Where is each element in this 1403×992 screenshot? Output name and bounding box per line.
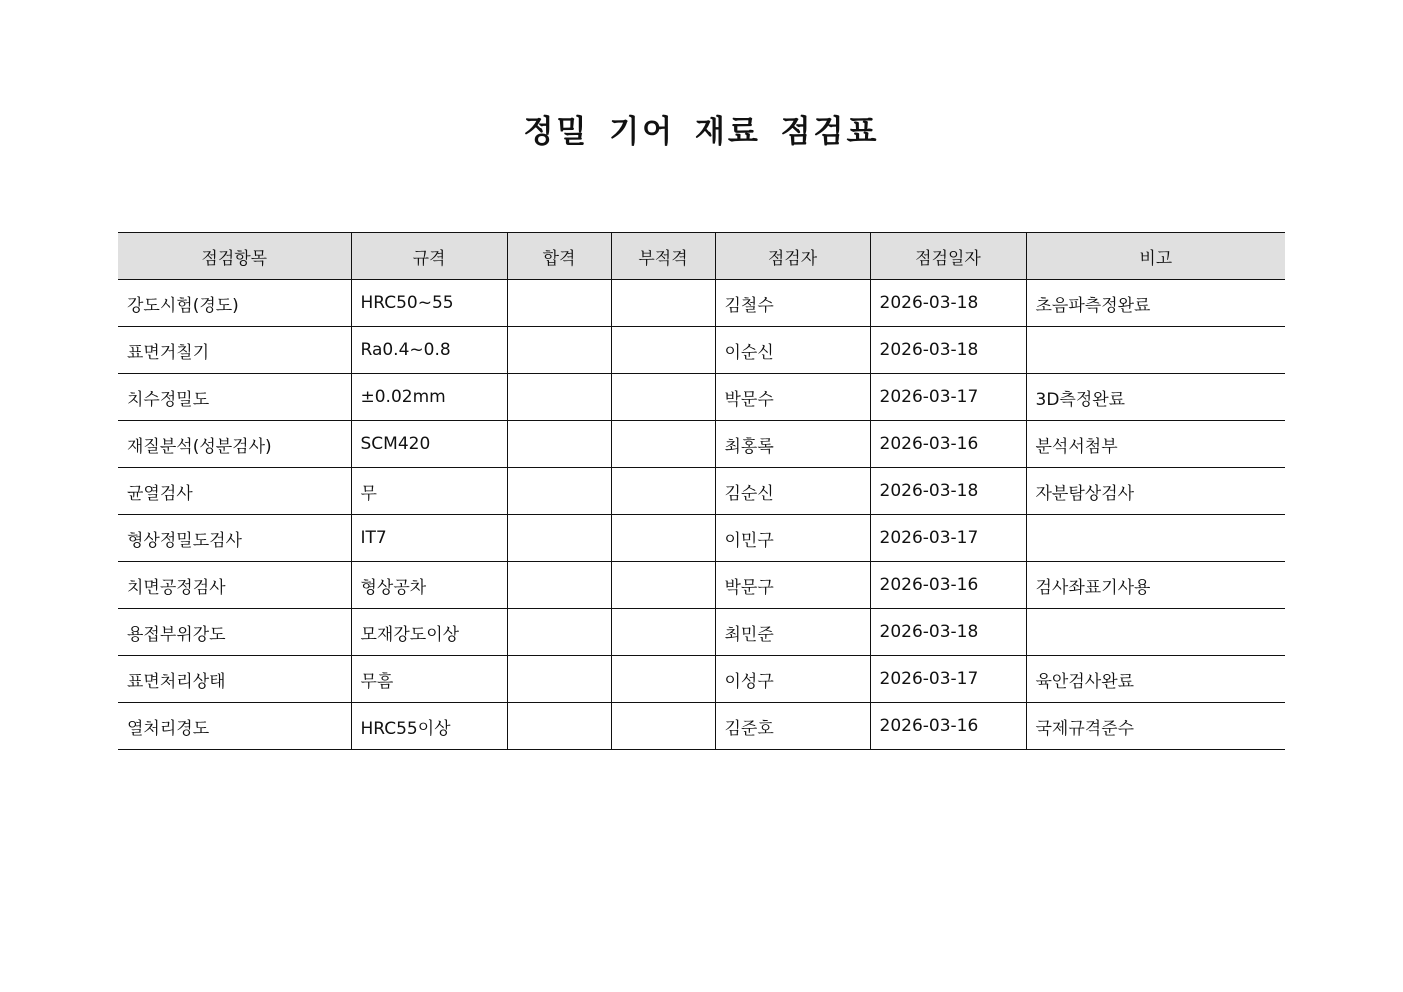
date-cell: 2026-03-18 — [870, 280, 1026, 327]
spec-cell: 모재강도이상 — [351, 609, 507, 656]
date-cell: 2026-03-17 — [870, 656, 1026, 703]
header-cell-inspector: 점검자 — [715, 233, 870, 280]
inspector-cell: 김순신 — [715, 468, 870, 515]
spec-cell: 무 — [351, 468, 507, 515]
table-row — [118, 327, 1285, 374]
remarks-cell: 육안검사완료 — [1026, 656, 1285, 703]
header-cell-remarks: 비고 — [1026, 233, 1285, 280]
inspector-cell: 이성구 — [715, 656, 870, 703]
table-row — [118, 468, 1285, 515]
date-cell: 2026-03-17 — [870, 515, 1026, 562]
pass-cell[interactable] — [507, 656, 611, 703]
item-cell: 용접부위강도 — [118, 609, 351, 656]
table-row — [118, 280, 1285, 327]
spec-cell: HRC50~55 — [351, 280, 507, 327]
fail-cell[interactable] — [611, 562, 715, 609]
header-cell-spec: 규격 — [351, 233, 507, 280]
item-cell: 치수정밀도 — [118, 374, 351, 421]
item-cell: 강도시험(경도) — [118, 280, 351, 327]
remarks-cell: 초음파측정완료 — [1026, 280, 1285, 327]
fail-cell[interactable] — [611, 609, 715, 656]
pass-cell[interactable] — [507, 703, 611, 750]
page-title: 정밀 기어 재료 점검표 — [523, 114, 880, 150]
spec-cell: ±0.02mm — [351, 374, 507, 421]
table-header-row — [118, 233, 1285, 280]
spec-cell: HRC55이상 — [351, 703, 507, 750]
table-row — [118, 703, 1285, 750]
table-body — [118, 280, 1285, 750]
pass-cell[interactable] — [507, 280, 611, 327]
inspector-cell: 최민준 — [715, 609, 870, 656]
inspector-cell: 이순신 — [715, 327, 870, 374]
table-row — [118, 656, 1285, 703]
table-row — [118, 515, 1285, 562]
header-cell-pass: 합격 — [507, 233, 611, 280]
spec-cell: Ra0.4~0.8 — [351, 327, 507, 374]
item-cell: 형상정밀도검사 — [118, 515, 351, 562]
remarks-cell: 검사좌표기사용 — [1026, 562, 1285, 609]
table-row — [118, 562, 1285, 609]
remarks-cell: 자분탐상검사 — [1026, 468, 1285, 515]
date-cell: 2026-03-16 — [870, 703, 1026, 750]
header-cell-fail: 부적격 — [611, 233, 715, 280]
pass-cell[interactable] — [507, 609, 611, 656]
item-cell: 치면공정검사 — [118, 562, 351, 609]
item-cell: 재질분석(성분검사) — [118, 421, 351, 468]
fail-cell[interactable] — [611, 280, 715, 327]
item-cell: 균열검사 — [118, 468, 351, 515]
spec-cell: 무흠 — [351, 656, 507, 703]
inspector-cell: 박문수 — [715, 374, 870, 421]
item-cell: 표면처리상태 — [118, 656, 351, 703]
pass-cell[interactable] — [507, 421, 611, 468]
date-cell: 2026-03-18 — [870, 468, 1026, 515]
pass-cell[interactable] — [507, 515, 611, 562]
fail-cell[interactable] — [611, 374, 715, 421]
inspector-cell: 이민구 — [715, 515, 870, 562]
remarks-cell: 3D측정완료 — [1026, 374, 1285, 421]
remarks-cell: 분석서첨부 — [1026, 421, 1285, 468]
table-row — [118, 609, 1285, 656]
pass-cell[interactable] — [507, 562, 611, 609]
fail-cell[interactable] — [611, 421, 715, 468]
date-cell: 2026-03-18 — [870, 609, 1026, 656]
table-row — [118, 421, 1285, 468]
date-cell: 2026-03-16 — [870, 562, 1026, 609]
fail-cell[interactable] — [611, 515, 715, 562]
spec-cell: IT7 — [351, 515, 507, 562]
pass-cell[interactable] — [507, 327, 611, 374]
header-cell-date: 점검일자 — [870, 233, 1026, 280]
remarks-cell: 국제규격준수 — [1026, 703, 1285, 750]
fail-cell[interactable] — [611, 468, 715, 515]
date-cell: 2026-03-18 — [870, 327, 1026, 374]
inspector-cell: 최홍록 — [715, 421, 870, 468]
date-cell: 2026-03-17 — [870, 374, 1026, 421]
inspector-cell: 박문구 — [715, 562, 870, 609]
fail-cell[interactable] — [611, 703, 715, 750]
inspector-cell: 김준호 — [715, 703, 870, 750]
inspector-cell: 김철수 — [715, 280, 870, 327]
header-cell-item: 점검항목 — [118, 233, 351, 280]
fail-cell[interactable] — [611, 656, 715, 703]
item-cell: 열처리경도 — [118, 703, 351, 750]
pass-cell[interactable] — [507, 374, 611, 421]
date-cell: 2026-03-16 — [870, 421, 1026, 468]
table-row — [118, 374, 1285, 421]
inspection-table — [118, 232, 1285, 750]
spec-cell: 형상공차 — [351, 562, 507, 609]
item-cell: 표면거칠기 — [118, 327, 351, 374]
pass-cell[interactable] — [507, 468, 611, 515]
remarks-cell — [1026, 515, 1285, 562]
fail-cell[interactable] — [611, 327, 715, 374]
remarks-cell — [1026, 327, 1285, 374]
spec-cell: SCM420 — [351, 421, 507, 468]
remarks-cell — [1026, 609, 1285, 656]
